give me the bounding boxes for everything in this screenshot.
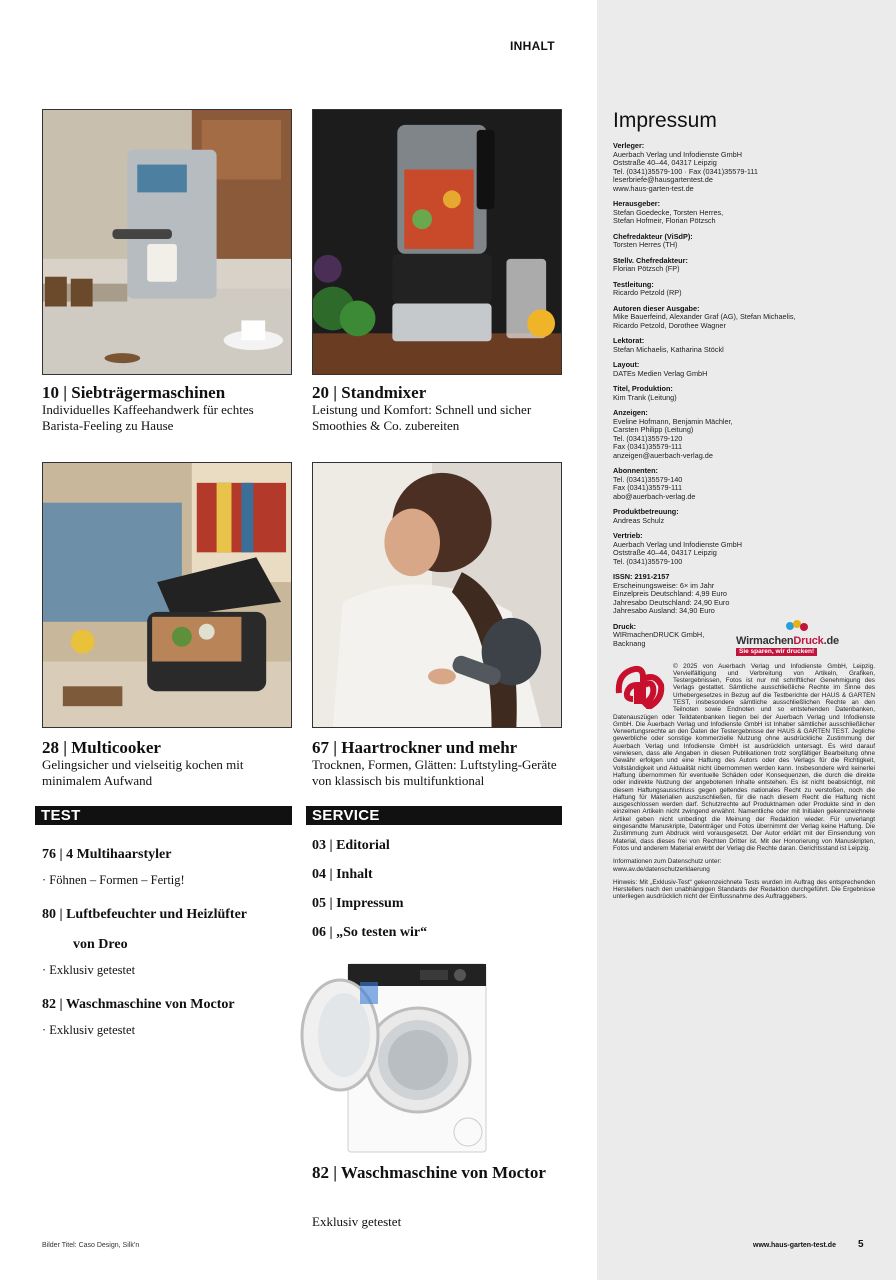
feature-subtitle: Individuelles Kaffeehandwerk für echtes Barista-Feeling zu Hause [42, 402, 254, 433]
impressum-label: Verleger: [613, 141, 645, 150]
feature-espresso [42, 383, 297, 433]
impressum-block [613, 532, 875, 566]
exclusive-note: Hinweis: Mit „Exklusiv-Test“ gekennzeichnete Tests wurden im Auftrag des entsprechenden Herstellers nach den unabhängigen Standards der Redaktion durchgeführt. Die Ergebnisse unterliegen ausdrücklich nicht der Einflussnahme des Auftraggebers. [613, 878, 875, 901]
multicooker-photo [42, 462, 292, 728]
impressum-block [613, 337, 875, 354]
test-item-title: 82 | Waschmaschine von Moctor [42, 997, 235, 1012]
test-item-desc: · Exklusiv getestet [42, 1023, 136, 1037]
impressum-label: Stellv. Chefredakteur: [613, 255, 688, 265]
impressum-text: Mike Bauerfeind, Alexander Graf (AG), Stefan Michaelis, Ricardo Petzold, Dorothee Wagner [613, 312, 796, 330]
test-item-desc: · Exklusiv getestet [42, 963, 136, 977]
hairdryer-photo [312, 462, 562, 728]
impressum [613, 108, 875, 907]
washer-feature-title: 82 | Waschmaschine von Moctor [312, 1163, 546, 1182]
photo-credits: Bilder Titel: Caso Design, Silk’n [42, 1242, 140, 1249]
druck-block [613, 623, 875, 657]
impressum-label: Abonnenten: [613, 466, 658, 475]
section-label: INHALT [510, 39, 555, 53]
impressum-text: WIRmachenDRUCK GmbH, Backnang [613, 630, 705, 648]
printer-logo-b: Druck [793, 634, 824, 647]
impressum-text: Erscheinungsweise: 6× im Jahr Einzelpreis Deutschland: 4,99 Euro Jahresabo Deutschland: 24,90 Euro Jahresabo Ausland: 34,90 Euro [613, 580, 730, 615]
impressum-text: Andreas Schulz [613, 515, 665, 525]
impressum-text: Stefan Goedecke, Torsten Herres, Stefan Hofmeir, Florian Pötzsch [613, 207, 724, 225]
blender-photo [312, 109, 562, 375]
feature-title: 10 | Siebträgermaschinen [42, 383, 226, 402]
copyright-text [613, 663, 875, 901]
impressum-title: Impressum [613, 109, 717, 132]
impressum-label: Vertrieb: [613, 531, 643, 540]
impressum-block [613, 409, 875, 460]
feature-title: 67 | Haartrockner und mehr [312, 738, 518, 757]
impressum-label: Autoren dieser Ausgabe: [613, 303, 700, 313]
test-item-title-cont: von Dreo [73, 937, 128, 952]
feature-blender [312, 383, 567, 433]
printer-logo-a: Wirmachen [736, 634, 794, 647]
impressum-block [613, 467, 875, 501]
impressum-block [613, 508, 875, 525]
impressum-label: Herausgeber: [613, 199, 661, 208]
printer-logo-c: .de [823, 634, 839, 647]
feature-multicooker [42, 738, 297, 788]
page-number: 5 [858, 1239, 864, 1250]
impressum-text: Torsten Herres (TH) [613, 240, 678, 249]
service-list [312, 831, 562, 947]
printer-slogan: Sie sparen, wir drucken! [736, 648, 817, 656]
impressum-label: Produktbetreuung: [613, 507, 679, 516]
washing-machine-photo [300, 960, 490, 1155]
feature-subtitle: Gelingsicher und vielseitig kochen mit minimalem Aufwand [42, 757, 244, 788]
impressum-block [613, 257, 875, 274]
impressum-block [613, 233, 875, 250]
feature-title: 28 | Multicooker [42, 738, 161, 757]
feature-hairdryer [312, 738, 567, 788]
test-list [42, 840, 297, 1050]
impressum-text: Ricardo Petzold (RP) [613, 288, 682, 297]
website-link[interactable]: www.haus-garten-test.de [753, 1242, 836, 1249]
impressum-label: Testleitung: [613, 279, 654, 289]
impressum-text: Auerbach Verlag und Infodienste GmbH Oststraße 40–44, 04317 Leipzig Tel. (0341)35579-100 [613, 539, 742, 566]
feature-subtitle: Trocknen, Formen, Glätten: Luftstyling-Geräte von klassisch bis multifunktional [312, 757, 557, 788]
impressum-block [613, 361, 875, 378]
espresso-machine-photo [42, 109, 292, 375]
impressum-label: Druck: [613, 621, 637, 631]
feature-title: 20 | Standmixer [312, 383, 427, 402]
printer-logo [736, 635, 866, 657]
test-band: TEST [35, 806, 292, 825]
impressum-label: ISSN: 2191-2157 [613, 572, 670, 581]
impressum-block [613, 281, 875, 298]
service-item: 03 | Editorial [312, 838, 390, 853]
test-item-title: 80 | Luftbefeuchter und Heizlüfter [42, 907, 248, 922]
test-item-title: 76 | 4 Multihaarstyler [42, 847, 172, 862]
impressum-label: Layout: [613, 360, 640, 369]
impressum-block [613, 573, 875, 616]
impressum-label: Lektorat: [613, 336, 645, 345]
privacy-note: Informationen zum Datenschutz unter: www.av.de/datenschutzerklaerung [613, 858, 722, 873]
impressum-block [613, 385, 875, 402]
impressum-text: Florian Pötzsch (FP) [613, 264, 680, 273]
test-item-desc: · Föhnen – Formen – Fertig! [42, 873, 185, 887]
feature-subtitle: Leistung und Komfort: Schnell und sicher Smoothies & Co. zubereiten [312, 402, 532, 433]
impressum-text: Kim Trank (Leitung) [613, 392, 677, 402]
impressum-label: Chefredakteur (ViSdP): [613, 231, 693, 241]
service-item: 04 | Inhalt [312, 867, 373, 882]
impressum-label: Titel, Produktion: [613, 384, 673, 393]
impressum-text: Stefan Michaelis, Katharina Stöckl [613, 344, 724, 354]
impressum-block [613, 200, 875, 226]
washer-feature-subtitle: Exklusiv getestet [312, 1214, 402, 1229]
impressum-blocks [613, 142, 875, 616]
impressum-block [613, 305, 875, 331]
impressum-text: Tel. (0341)35579-140 Fax (0341)35579-111 abo@auerbach-verlag.de [613, 474, 696, 501]
copyright-paragraph: © 2025 von Auerbach Verlag und Infodienste GmbH, Leipzig. Vervielfältigung und Verbreitung von Artikeln, Grafiken, Testergebnissen, Fotos ist nur mit schriftlicher Genehmigung des Verlags gestattet. Sämtliche ausschließliche Rechte im Sinne des Urhebergesetzes in Bezug auf die Testberichte der HAUS & GARTEN TEST, insbesondere sämtliche ausschließlichen Rechte an den Teilnoten sowie Endnoten und so entstehenden Datenbanken, Datenauszügen oder Teildatenbanken liegen bei der Auerbach Verlag und Infodienste GmbH. Die Auerbach Verlag und Infodienste GmbH ist Inhaber sämtlicher ausschließlicher Verwertungsrechte an den Daten der Testergebnisse der HAUS & GARTEN TEST. Jegliche gewerbliche oder sonstige kommerzielle Nutzung ohne ausdrückliche Zustimmung der Auerbach Verlag und Infodienste GmbH ist ausdrücklich untersagt. Es wird darauf verwiesen, dass alle Angaben in diesen Publikationen trotz sorgfältiger Bearbeitung ohne Gewähr erfolgen und eine Haftung des Autors oder des Verlags für die Richtigkeit, Vollständigkeit und Aktualität nicht übernommen werden kann. Insbesondere wird keinerlei Haftung übernommen für eventuelle Schäden oder Konsequenzen, die durch die direkte oder indirekte Nutzung der angebotenen Inhalte entstehen. Es ist nicht beabsichtigt, mit diesem Haftungsausschluss gegen geltendes nationales Recht zu verstoßen, noch die Haftung für Materialien auszuschließen, für die nach diesem Recht die Haftung nicht ausgeschlossen werden darf. Schutzrechte auf Produktnamen oder Produkte sind in den einzelnen Artikeln nicht zwingend erwähnt. Namentliche oder mit Initialen gekennzeichnete Artikel geben nicht unbedingt die Meinung der Redaktion wieder. Für unverlangt eingesandte Manuskripte, Datenträger und Fotos übernimmt der Verlag keine Haftung. Die Zustimmung zum Abdruck wird vorausgesetzt. Der Autor erklärt mit der Einsendung von Material, dass dieses frei von Rechten Dritter ist. Mit der Honorierung von Manuskripten, Fotos und anderem Material erwirbt der Verlag die Rechte daran. Gerichtsstand ist Leipzig. [613, 662, 875, 852]
service-item: 05 | Impressum [312, 896, 404, 911]
impressum-block [613, 142, 875, 193]
impressum-text: Eveline Hofmann, Benjamin Mächler, Carsten Philipp (Leitung) Tel. (0341)35579-120 Fax (0341)35579-111 anzeigen@auerbach-verlag.de [613, 416, 733, 460]
service-item: 06 | „So testen wir“ [312, 925, 428, 940]
impressum-label: Anzeigen: [613, 408, 648, 417]
impressum-text: DATEs Medien Verlag GmbH [613, 368, 708, 378]
service-band: SERVICE [306, 806, 562, 825]
av-logo-icon [613, 663, 667, 709]
printer-logo-icon [784, 619, 810, 633]
impressum-text: Auerbach Verlag und Infodienste GmbH Oststraße 40–44, 04317 Leipzig Tel. (0341)35579-100 · Fax (0341)35579-111 leserbriefe@hausgartentest.de www.haus-garten-test.de [613, 149, 758, 193]
